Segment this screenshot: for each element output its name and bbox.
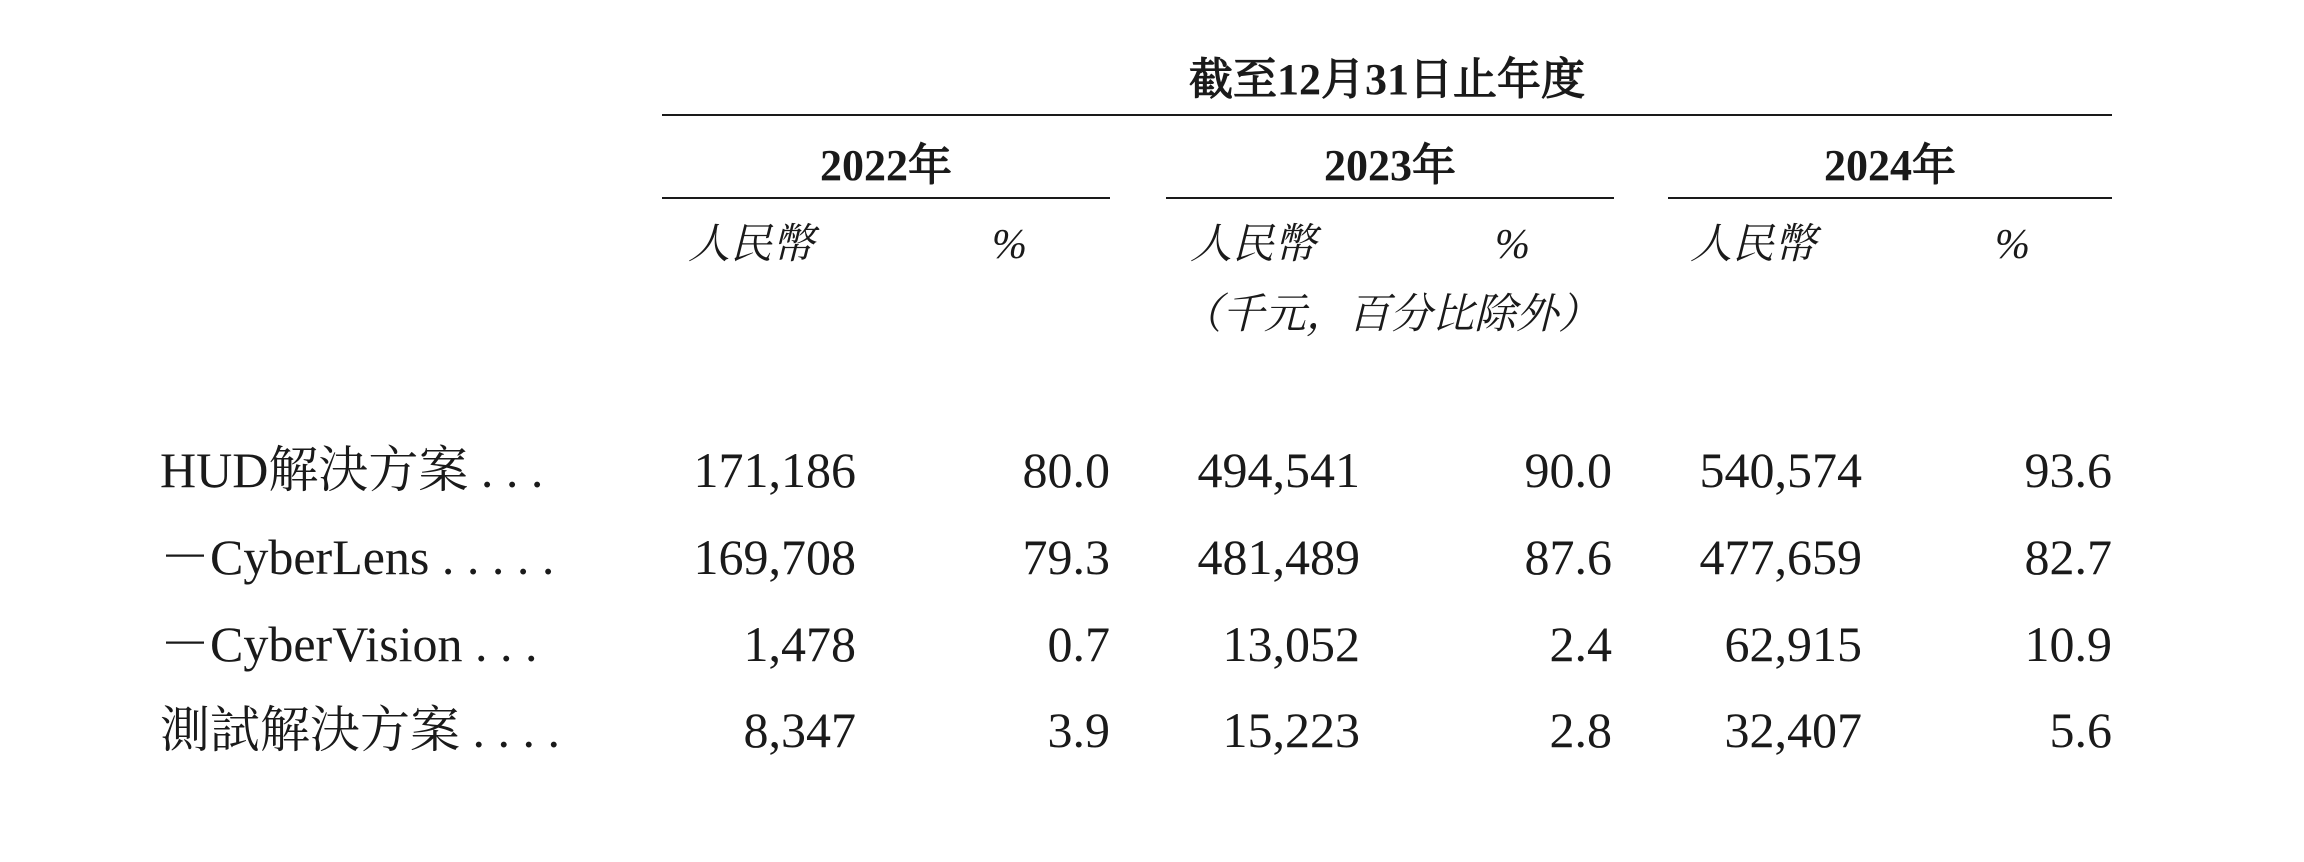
period-header: 截至12月31日止年度 bbox=[1189, 55, 1585, 104]
percent-label-2024: % bbox=[1995, 222, 2030, 268]
value-2024: 540,574 bbox=[1699, 442, 1862, 498]
value-2022: 8,347 bbox=[743, 702, 856, 758]
percent-2024: 82.7 bbox=[2024, 529, 2112, 585]
row-label: －CyberLens . . . . . bbox=[160, 529, 555, 585]
percent-2023: 2.8 bbox=[1549, 702, 1612, 758]
currency-label-2023: 人民幣 bbox=[1190, 222, 1317, 268]
year-2022-header: 2022年 bbox=[820, 141, 952, 190]
value-2023: 494,541 bbox=[1197, 442, 1360, 498]
value-2023: 481,489 bbox=[1197, 529, 1360, 585]
row-label: －CyberVision . . . bbox=[160, 616, 538, 672]
percent-2023: 2.4 bbox=[1549, 616, 1612, 672]
period-underline bbox=[662, 114, 2112, 116]
value-2024: 62,915 bbox=[1724, 616, 1862, 672]
value-2023: 15,223 bbox=[1222, 702, 1360, 758]
percent-2023: 87.6 bbox=[1524, 529, 1612, 585]
percent-2024: 5.6 bbox=[2049, 702, 2112, 758]
unit-note: （千元，百分比除外） bbox=[1180, 292, 1601, 338]
currency-label-2024: 人民幣 bbox=[1690, 222, 1817, 268]
percent-2024: 10.9 bbox=[2024, 616, 2112, 672]
percent-label-2023: % bbox=[1495, 222, 1530, 268]
percent-2022: 3.9 bbox=[1047, 702, 1110, 758]
year-2024-underline bbox=[1668, 197, 2112, 199]
value-2022: 1,478 bbox=[743, 616, 856, 672]
percent-2022: 79.3 bbox=[1022, 529, 1110, 585]
percent-2022: 0.7 bbox=[1047, 616, 1110, 672]
year-2023-underline bbox=[1166, 197, 1614, 199]
percent-2024: 93.6 bbox=[2024, 442, 2112, 498]
year-2022-underline bbox=[662, 197, 1110, 199]
value-2024: 477,659 bbox=[1699, 529, 1862, 585]
percent-2022: 80.0 bbox=[1022, 442, 1110, 498]
row-label: HUD解決方案 . . . bbox=[160, 442, 544, 498]
value-2024: 32,407 bbox=[1724, 702, 1862, 758]
value-2022: 169,708 bbox=[693, 529, 856, 585]
currency-label-2022: 人民幣 bbox=[688, 222, 815, 268]
year-2024-header: 2024年 bbox=[1824, 141, 1956, 190]
value-2023: 13,052 bbox=[1222, 616, 1360, 672]
percent-2023: 90.0 bbox=[1524, 442, 1612, 498]
row-label: 測試解決方案 . . . . bbox=[160, 702, 560, 758]
percent-label-2022: % bbox=[992, 222, 1027, 268]
value-2022: 171,186 bbox=[693, 442, 856, 498]
year-2023-header: 2023年 bbox=[1324, 141, 1456, 190]
